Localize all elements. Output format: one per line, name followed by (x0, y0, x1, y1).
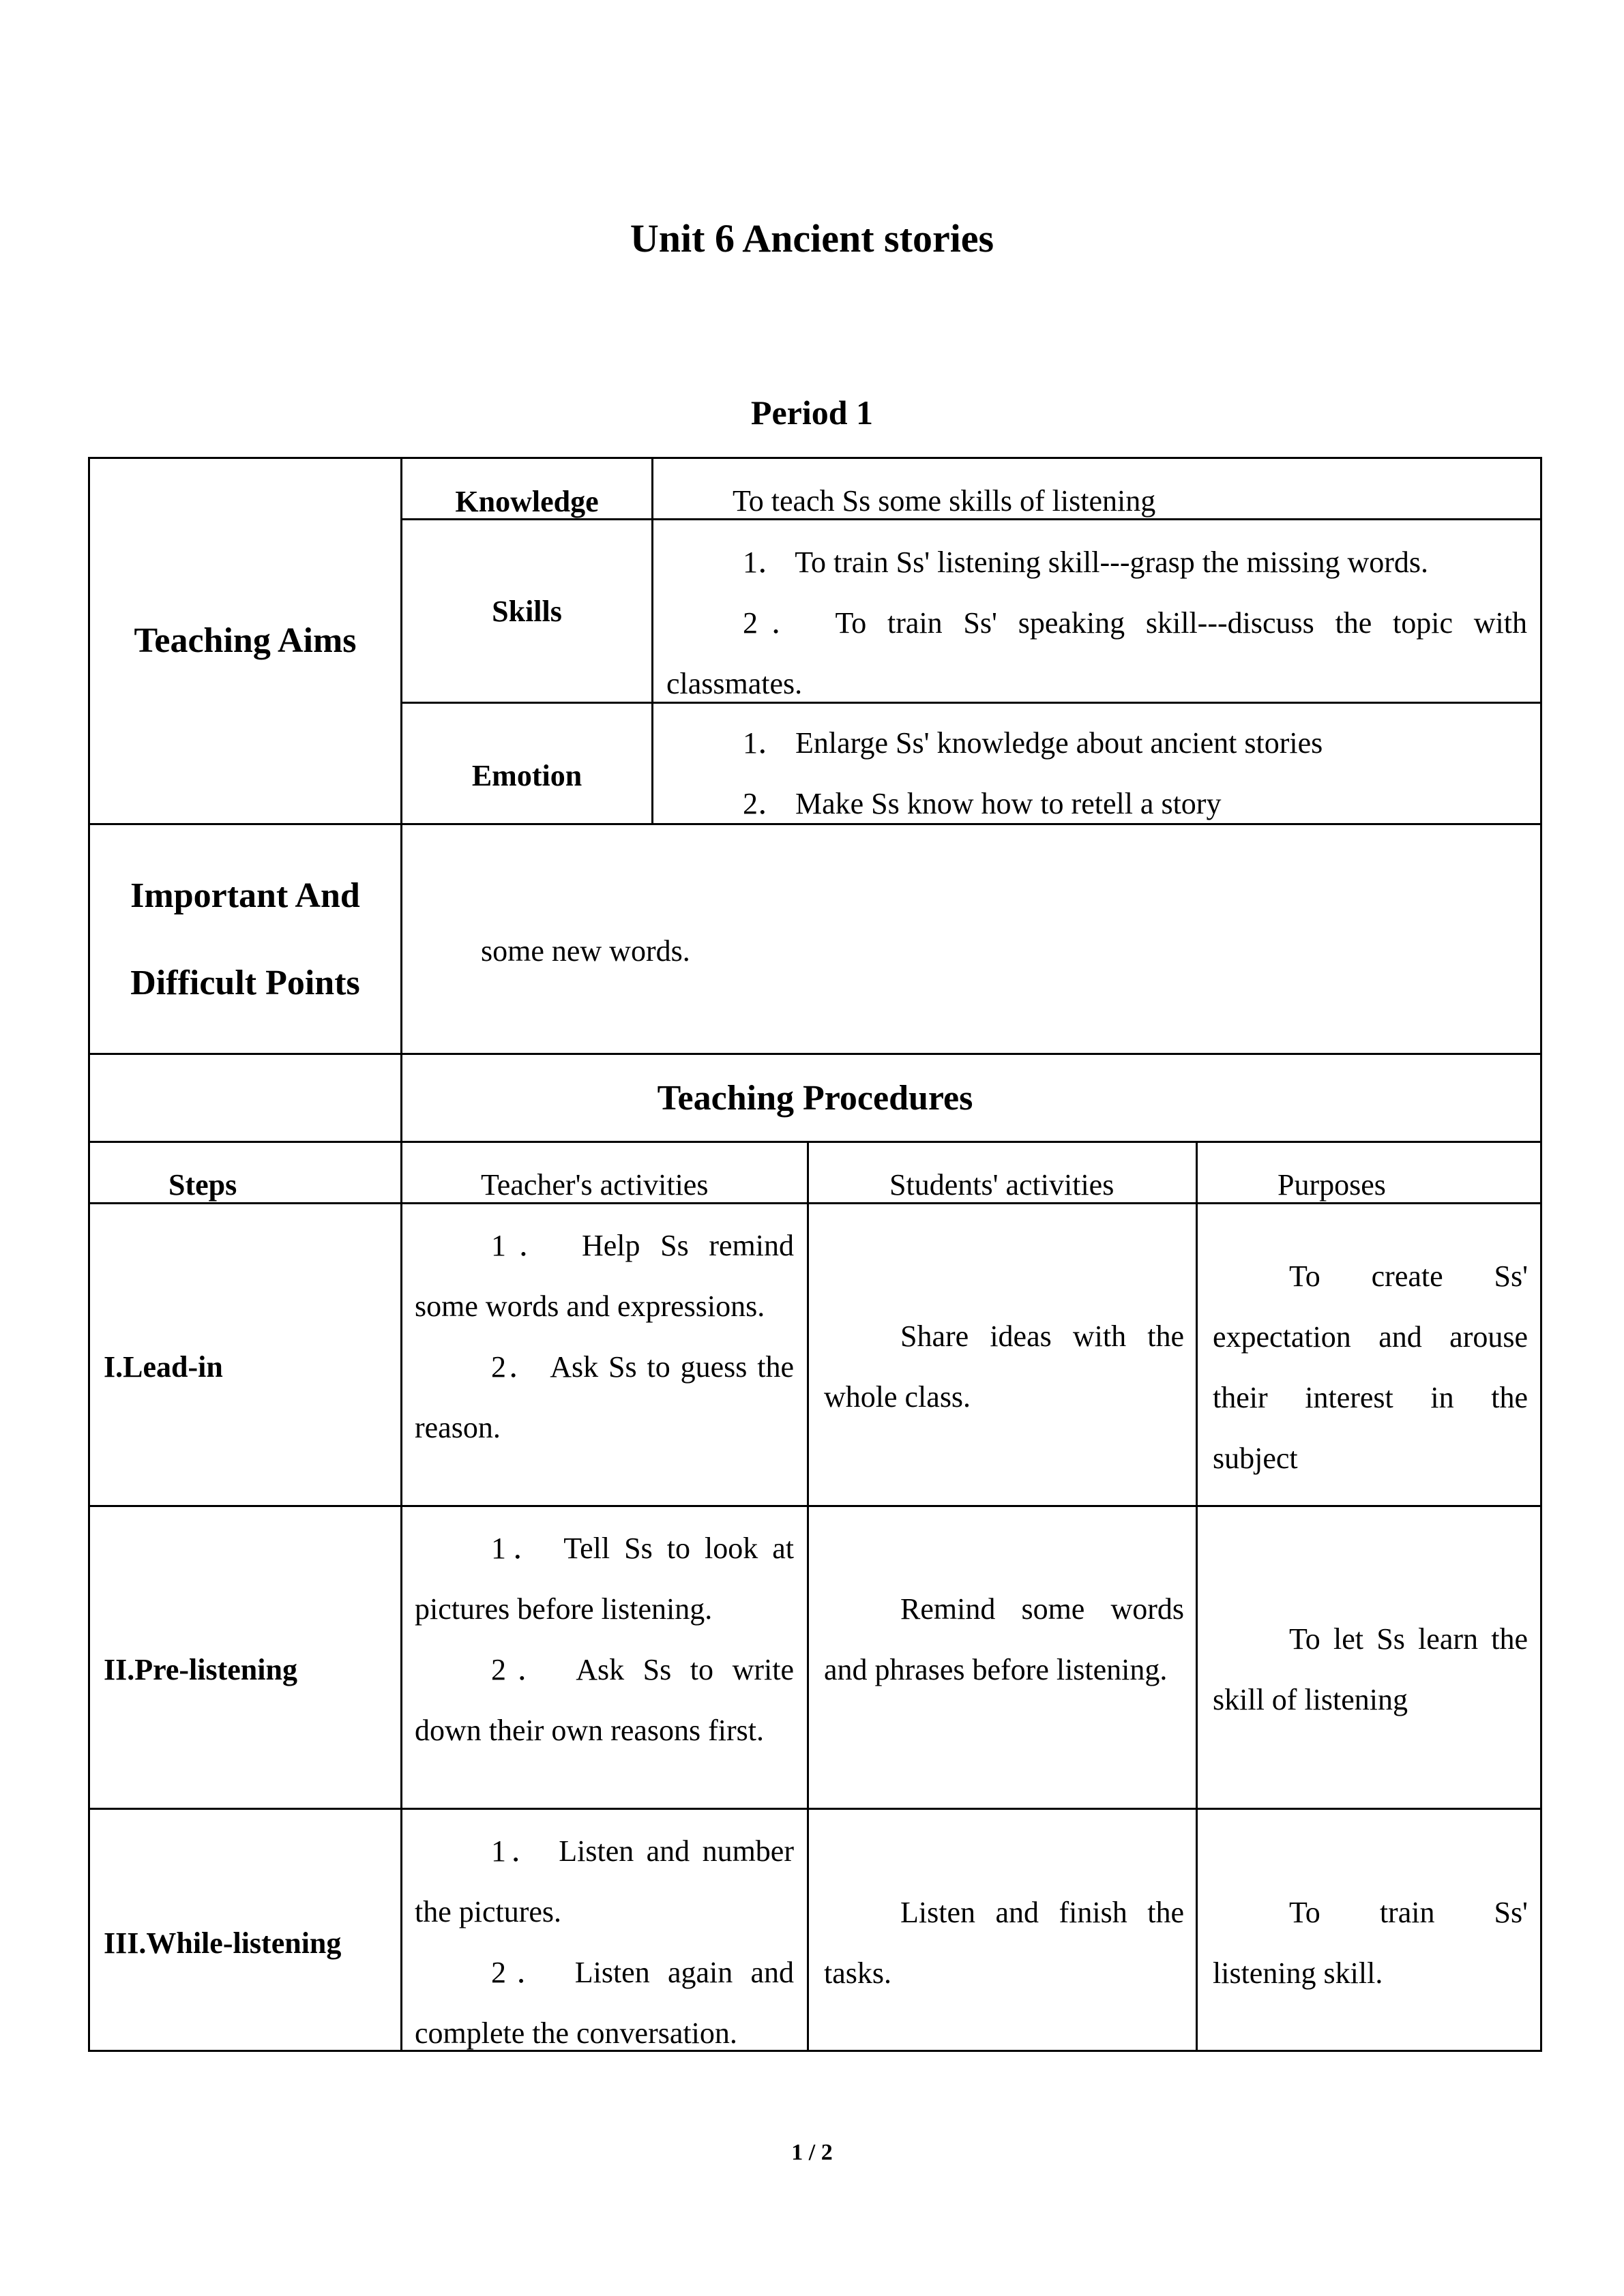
rule (651, 457, 653, 825)
page-title: Unit 6 Ancient stories (630, 216, 994, 260)
teacher-activity-item: 1． Tell Ss to look at pictures before listening. (415, 1532, 794, 1626)
emotion-item: 1． Enlarge Ss' knowledge about ancient stories (743, 726, 1323, 760)
skills-item: 2． To train Ss' speaking skill---discuss the topic with classmates. (666, 606, 1527, 700)
rule (88, 1141, 1542, 1143)
teacher-activities (415, 1215, 794, 1458)
skills-text (666, 532, 1527, 714)
teacher-activity-item: 2． Ask Ss to guess the reason. (415, 1350, 794, 1444)
teacher-activities (415, 1518, 794, 1761)
rule (1196, 1141, 1198, 2052)
knowledge-text: To teach Ss some skills of listening (733, 484, 1156, 518)
teacher-activity-item: 1． Listen and number the pictures. (415, 1834, 794, 1928)
column-header-teacher: Teacher's activities (481, 1168, 709, 1202)
students-activities: Share ideas with the whole class. (824, 1320, 1184, 1414)
purpose-text: To create Ss' expectation and arouse their interest in the subject (1213, 1259, 1528, 1475)
points-label-line2: Difficult Points (130, 964, 360, 1002)
teacher-activities (415, 1821, 794, 2063)
teacher-activity-item: 2． Ask Ss to write down their own reasons first. (415, 1653, 794, 1747)
skills-item: 1． To train Ss' listening skill---grasp the missing words. (743, 546, 1428, 579)
rule (1540, 457, 1542, 2052)
rule (88, 1505, 1542, 1507)
emotion-label: Emotion (471, 758, 582, 792)
teaching-aims-label: Teaching Aims (134, 621, 357, 660)
procedures-heading: Teaching Procedures (657, 1078, 973, 1118)
points-text: some new words. (481, 934, 690, 968)
rule (400, 1141, 402, 2052)
knowledge-label: Knowledge (455, 484, 599, 518)
purpose-text: To train Ss' listening skill. (1213, 1896, 1528, 1990)
teacher-activity-item: 2． Listen again and complete the conversation. (415, 1956, 794, 2050)
purpose-text: To let Ss learn the skill of listening (1213, 1622, 1528, 1716)
step-label: II.Pre-listening (104, 1653, 297, 1686)
rule (88, 1808, 1542, 1810)
step-label: III.While-listening (104, 1926, 342, 1960)
points-label-line1: Important And (130, 876, 360, 915)
rule (807, 1141, 809, 2052)
skills-label: Skills (492, 594, 562, 628)
emotion-item: 2． Make Ss know how to retell a story (743, 787, 1222, 820)
page-number: 1 / 2 (791, 2140, 833, 2165)
emotion-text (666, 713, 1527, 834)
students-activities: Listen and finish the tasks. (824, 1896, 1184, 1990)
rule (88, 2050, 1542, 2052)
column-header-students: Students' activities (889, 1168, 1114, 1202)
column-header-purposes: Purposes (1278, 1168, 1386, 1202)
column-header-steps: Steps (168, 1168, 237, 1202)
points-label (90, 852, 400, 1027)
students-activities: Remind some words and phrases before listening. (824, 1592, 1184, 1686)
period-heading: Period 1 (750, 393, 874, 432)
teacher-activity-item: 1． Help Ss remind some words and expressions. (415, 1229, 794, 1323)
step-label: I.Lead-in (104, 1350, 223, 1384)
